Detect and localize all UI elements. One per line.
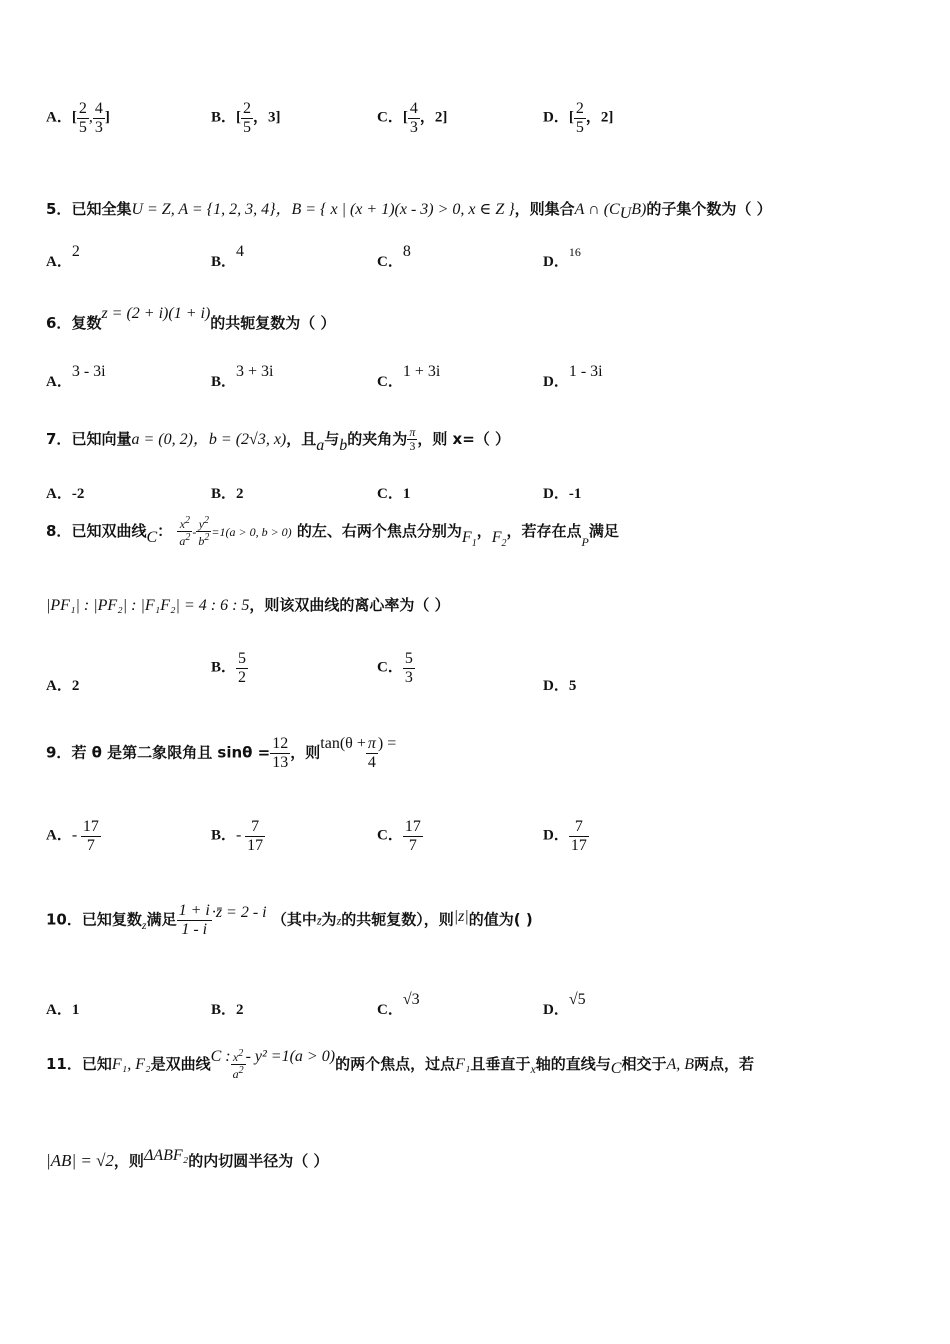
fraction: $\frac{x^2}{a^2}$ (232, 1048, 244, 1082)
question-number: 11． (46, 1055, 82, 1074)
fraction: $\frac{5}{2}$ (238, 650, 247, 686)
q7-option-a[interactable]: A．-2 (46, 486, 85, 502)
q5-option-d[interactable]: D．$^{16}$ (543, 245, 581, 270)
vector-a: a = (0, 2)， (131, 431, 209, 449)
q6-option-b[interactable]: B．3 + 3i (211, 363, 274, 390)
q9-option-d[interactable]: D． $\frac{7}{17}$ (543, 818, 587, 854)
q4-option-c[interactable]: C．[ $\frac{4}{3}$ ，2] (377, 100, 448, 136)
q9-option-a[interactable]: A．- $\frac{17}{7}$ (46, 818, 99, 854)
question-number: 7． (46, 430, 72, 449)
fraction: $\frac{x^2}{a^2}$ (179, 515, 191, 549)
question-number: 10． (46, 910, 82, 929)
fraction: $\frac{2}{5}$ (243, 100, 252, 136)
question-7: 7．已知向量a = (0, 2)，b = (2√3, x)，且a与b的夹角为 $\frac{\pi}{3}$ ，则 x=（ ） (46, 425, 511, 455)
question-number: 5． (46, 200, 72, 218)
fraction: $\frac{1 + i}{1 - i}$ (178, 902, 210, 938)
question-10: 10．已知复数$_z$满足 $\frac{1 + i}{1 - i}$ ·z̄ = 2 - i （其中z̄为z的共轭复数），则|z|的值为( ) (46, 902, 533, 938)
q8-option-b[interactable]: B． $\frac{5}{2}$ (211, 650, 247, 686)
fraction: $\frac{4}{3}$ (409, 100, 418, 136)
q5-option-a[interactable]: A．2 (46, 243, 80, 270)
fraction: $\frac{\pi}{3}$ (409, 425, 416, 454)
question-number: 6． (46, 314, 72, 332)
q10-option-d[interactable]: D．√5 (543, 991, 586, 1018)
q7-option-b[interactable]: B．2 (211, 486, 244, 502)
vector-b: b = (2√3, x) (208, 431, 287, 449)
q4-option-d[interactable]: D．[ $\frac{2}{5}$ ，2] (543, 100, 614, 136)
fraction: $\frac{4}{3}$ (94, 100, 103, 136)
question-11-condition: |AB| = √2，则ΔABF₂的内切圆半径为（ ） (46, 1147, 329, 1170)
fraction: $\frac{y^2}{b^2}$ (198, 515, 210, 549)
ratio-expression: |PF₁| : |PF₂| : |F₁F₂| = 4 : 6 : 5 (46, 597, 250, 614)
question-5: 5．已知全集U = Z, A = {1, 2, 3, 4}，B = { x | (x + 1)(x - 3) > 0, x ∈ Z }，则集合A ∩ $(C_UB)$的子集个数为（ ） (46, 200, 772, 222)
q9-option-c[interactable]: C． $\frac{17}{7}$ (377, 818, 421, 854)
fraction: $\frac{12}{13}$ (272, 735, 289, 771)
fraction: $\frac{5}{3}$ (404, 650, 413, 686)
question-number: 9． (46, 743, 72, 762)
q7-option-c[interactable]: C．1 (377, 486, 411, 502)
fraction: $\frac{2}{5}$ (78, 100, 87, 136)
question-8: 8．已知双曲线C： $\frac{x^2}{a^2}$ - $\frac{y^2}{b^2}$ =1(a > 0, b > 0) 的左、右两个焦点分别为$F_1$，$F_2$，若存在点$_P$满足 (46, 515, 619, 550)
q8-option-a[interactable]: A．2 (46, 678, 80, 694)
q7-option-d[interactable]: D．-1 (543, 486, 582, 502)
question-6: 6．复数z = (2 + i)(1 + i)的共轭复数为（ ） (46, 305, 336, 332)
fraction: $\frac{\pi}{4}$ (367, 735, 376, 771)
q6-option-d[interactable]: D．1 - 3i (543, 363, 603, 390)
set-definition: U = Z, A = {1, 2, 3, 4}，B = { x | (x + 1)(x - 3) > 0, x ∈ Z } (131, 201, 515, 218)
q4-option-b[interactable]: B．[ $\frac{2}{5}$ ，3] (211, 100, 281, 136)
q6-option-c[interactable]: C．1 + 3i (377, 363, 441, 390)
complex-expression: z = (2 + i)(1 + i) (101, 305, 211, 322)
q10-option-a[interactable]: A．1 (46, 1002, 80, 1018)
q9-option-b[interactable]: B．- $\frac{7}{17}$ (211, 818, 264, 854)
question-number: 8． (46, 522, 72, 541)
option-label: A．[ (46, 109, 77, 126)
q5-option-b[interactable]: B．4 (211, 243, 245, 270)
question-8-condition: |PF₁| : |PF₂| : |F₁F₂| = 4 : 6 : 5，则该双曲线的离心率为（ ） (46, 596, 450, 614)
q10-option-b[interactable]: B．2 (211, 1002, 244, 1018)
q8-option-d[interactable]: D．5 (543, 678, 577, 694)
q10-option-c[interactable]: C．√3 (377, 991, 420, 1018)
question-9: 9．若 θ 是第二象限角且 sinθ = $\frac{12}{13}$ ，则tan(θ + $\frac{\pi}{4}$ ) = (46, 734, 397, 771)
q5-option-c[interactable]: C．8 (377, 243, 411, 270)
q8-option-c[interactable]: C． $\frac{5}{3}$ (377, 650, 413, 686)
q4-option-a[interactable]: A．[ $\frac{2}{5}$ , $\frac{4}{3}$ ] (46, 100, 110, 136)
fraction: $\frac{2}{5}$ (575, 100, 584, 136)
question-11: 11．已知F₁, F₂是双曲线C : $\frac{x^2}{a^2}$ - y² =1(a > 0)的两个焦点，过点F₁且垂直于$_x$轴的直线与C相交于A, B两点，若 (46, 1048, 755, 1082)
q6-option-a[interactable]: A．3 - 3i (46, 363, 106, 390)
